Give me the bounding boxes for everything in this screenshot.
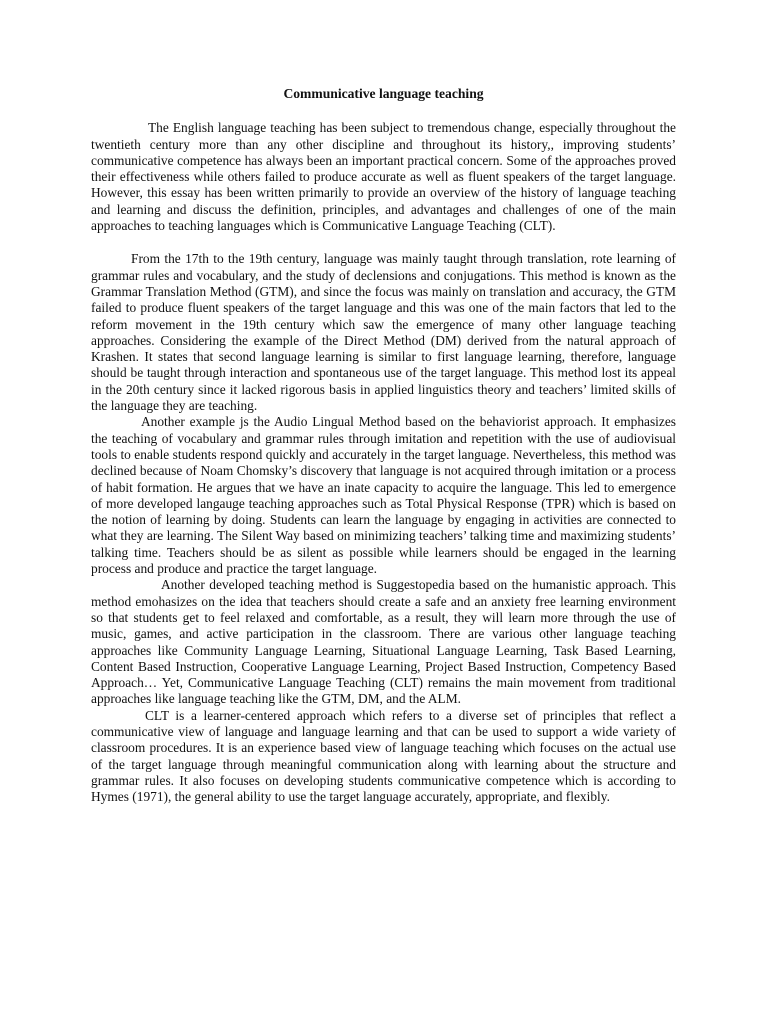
paragraph-introduction: The English language teaching has been subject to tremendous change, especially throughout the twentieth century more than any other discipline and throughout its history,, improving students’ communicative competence has always been an important practical concern. Some of the approaches proved their effectiveness while others failed to produce accurate as well as fluent speakers of the target language. However, this essay has been written primarily to provide an overview of the history of language teaching and learning and discuss the definition, principles, and advantages and challenges of one of the main approaches to teaching languages which is Communicative Language Teaching (CLT). <box>91 120 676 234</box>
paragraph-audio-lingual: Another example js the Audio Lingual Method based on the behaviorist approach. It emphasizes the teaching of vocabulary and grammar rules through imitation and repetition with the use of audiovisual tools to enable students respond quickly and accurately in the target language. Nevertheless, this method was declined because of Noam Chomsky’s discovery that language is not acquired through imitation or a process of habit formation. He argues that we have an inate capacity to acquire the language. This led to emergence of more developed langauge teaching approaches such as Total Physical Response (TPR) which is based on the notion of learning by doing. Students can learn the language by engaging in activities are connected to what they are learning. The Silent Way based on minimizing teachers’ talking time and maximizing students’ talking time. Teachers should be as silent as possible while learners should be engaged in the learning process and produce and practice the target language. <box>91 414 676 577</box>
document-body <box>91 86 676 805</box>
document-title: Communicative language teaching <box>283 86 484 101</box>
paragraph-history: From the 17th to the 19th century, language was mainly taught through translation, rote learning of grammar rules and vocabulary, and the study of declensions and conjugations. This method is known as the Grammar Translation Method (GTM), and since the focus was mainly on translation and accuracy, the GTM failed to produce fluent speakers of the target language and this was one of the main factors that led to the reform movement in the 19th century which saw the emergence of many other language teaching approaches. Considering the example of the Direct Method (DM) derived from the natural approach of Krashen. It states that second language learning is similar to first language learning, therefore, language should be taught through interaction and spontaneous use of the target language. This method lost its appeal in the 20th century since it lacked rigorous basis in applied linguistics theory and teachers’ limited skills of the language they are teaching. <box>91 251 676 414</box>
paragraph-suggestopedia: Another developed teaching method is Suggestopedia based on the humanistic approach. This method emohasizes on the idea that teachers should create a safe and an anxiety free learning environment so that students get to feel relaxed and comfortable, as a result, they will learn more through the use of music, games, and active participation in the classroom. There are various other language teaching approaches like Community Language Learning, Situational Language Learning, Task Based Learning, Content Based Instruction, Cooperative Language Learning, Project Based Instruction, Competency Based Approach… Yet, Communicative Language Teaching (CLT) remains the main movement from traditional approaches like language teaching like the GTM, DM, and the ALM. <box>91 577 676 707</box>
paragraph-clt-definition: CLT is a learner-centered approach which refers to a diverse set of principles that reflect a communicative view of language and language learning and that can be used to support a wide variety of classroom procedures. It is an experience based view of language teaching which focuses on the actual use of the target language through meaningful communication along with learning about the structure and grammar rules. It also focuses on developing students communicative competence which is according to Hymes (1971), the general ability to use the target language accurately, appropriate, and flexibly. <box>91 707 676 805</box>
